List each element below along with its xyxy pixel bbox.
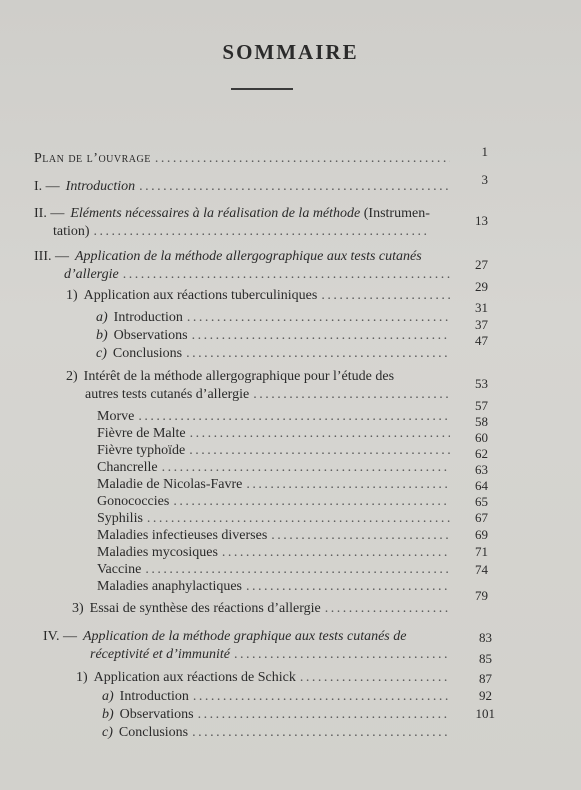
toc-page-number: 37 [475,317,488,332]
toc-label: Application de la méthode allergographique aux tests cutanés [75,249,422,264]
toc-page-number: 58 [475,414,488,429]
toc-entry-iii-1c [96,345,454,362]
toc-label: Vaccine [97,562,142,577]
toc-label: Chancrelle [97,460,158,475]
toc-label: Conclusions [118,725,189,740]
toc-label: Fièvre typhoïde [97,443,186,458]
leader-dots [190,425,450,442]
toc-entry-anaphyl [97,578,454,595]
toc-page-number: 74 [475,562,488,577]
toc-page-number: 65 [475,494,488,509]
toc-number: III. — [34,249,69,264]
toc-number: c) [96,346,107,361]
toc-number: a) [96,310,108,325]
leader-dots [189,442,450,459]
leader-dots [192,724,450,741]
toc-entry-gono [97,493,454,510]
toc-page-number: 13 [475,213,488,228]
leader-dots [123,266,450,283]
toc-label: Eléments nécessaires à la réalisation de la méthode [70,206,361,221]
leader-dots [147,510,450,527]
toc-entry-iv-line2 [90,646,454,663]
toc-page-number: 3 [481,172,488,187]
leader-dots [186,345,450,362]
leader-dots [187,309,450,326]
toc-entry-i [34,178,454,195]
toc-label: Introduction [119,689,189,704]
toc-number: b) [102,707,114,722]
leader-dots [193,688,450,705]
leader-dots [300,669,450,686]
toc-label: Maladies mycosiques [97,545,218,560]
toc-entry-syphilis [97,510,454,527]
toc-label: Application aux réactions de Schick [93,670,296,685]
leader-dots [253,386,450,403]
toc-label: Fièvre de Malte [97,426,186,441]
toc-entry-infect [97,527,454,544]
toc-entry-iii-3 [72,600,454,617]
leader-dots [138,408,450,425]
toc-label: Application aux réactions tuberculiniques [83,288,318,303]
toc-entry-iv-1c [102,724,454,741]
toc-label: Intérêt de la méthode allergographique pour l’étude des [83,369,395,384]
toc-number: 2) [66,369,78,384]
toc-label: Observations [113,328,188,343]
toc-label: Plan de l’ouvrage [34,151,151,166]
toc-label: Introduction [65,179,136,194]
toc-page-number: 1 [481,144,488,159]
toc-page-number: 57 [475,398,488,413]
toc-entry-iv-line1 [43,628,406,645]
toc-number: 1) [66,288,78,303]
page-title: SOMMAIRE [222,40,359,64]
toc-number: 3) [72,601,84,616]
toc-label: d’allergie [64,267,119,282]
toc-entry-nicolas [97,476,454,493]
toc-entry-iii-line1 [34,248,422,265]
toc-page-number: 79 [475,588,488,603]
leader-dots [325,600,450,617]
toc-page-number: 29 [475,279,488,294]
toc-label: autres tests cutanés d’allergie [85,387,250,402]
toc-entry-vaccine [97,561,454,578]
toc-page-number: 47 [475,333,488,348]
leader-dots [234,646,450,663]
toc-page-number: 53 [475,376,488,391]
toc-label: Introduction [113,310,183,325]
leader-dots [155,150,450,167]
toc-page-number: 62 [475,446,488,461]
toc-label: Essai de synthèse des réactions d’allergie [89,601,321,616]
toc-label: Maladie de Nicolas-Favre [97,477,243,492]
toc-page-number: 92 [479,688,492,703]
leader-dots [222,544,450,561]
toc-entry-iii-line2 [64,266,454,283]
toc-entry-plan [34,150,454,167]
toc-label: tation) [53,224,90,239]
leader-dots [246,476,450,493]
toc-number: I. — [34,179,60,194]
toc-number: II. — [34,206,65,221]
toc-number: IV. — [43,629,77,644]
toc-page-number: 83 [479,630,492,645]
leader-dots [145,561,450,578]
toc-label: Application de la méthode graphique aux tests cutanés de [82,629,407,644]
leader-dots [173,493,450,510]
toc-number: a) [102,689,114,704]
leader-dots [192,327,450,344]
toc-entry-typhoide [97,442,454,459]
toc-label: Observations [119,707,194,722]
toc-entry-iii-1 [66,287,454,304]
toc-entry-iv-1a [102,688,454,705]
toc-number: b) [96,328,108,343]
leader-dots [198,706,450,723]
title-rule [231,88,293,90]
leader-dots [321,287,450,304]
toc-entry-mycos [97,544,454,561]
toc-number: c) [102,725,113,740]
toc-label: Morve [97,409,135,424]
toc-entry-ii-line1 [34,205,430,222]
toc-entry-iv-1b [102,706,454,723]
toc-label: Conclusions [112,346,183,361]
toc-entry-chancrelle [97,459,454,476]
toc-page-number: 87 [479,671,492,686]
toc-label: Syphilis [97,511,143,526]
toc-entry-iv-1 [76,669,454,686]
leader-dots [246,578,450,595]
leader-dots [271,527,450,544]
toc-page-number: 27 [475,257,488,272]
leader-dots [94,223,429,240]
leader-dots [139,178,450,195]
leader-dots [162,459,450,476]
toc-label: Maladies infectieuses diverses [97,528,268,543]
toc-label: Gonococcies [97,494,170,509]
toc-label: Maladies anaphylactiques [97,579,243,594]
toc-entry-iii-1b [96,327,454,344]
toc-page-number: 85 [479,651,492,666]
toc-page-number: 64 [475,478,488,493]
toc-entry-ii-line2 [53,223,433,240]
toc-page-number: 67 [475,510,488,525]
toc-number: 1) [76,670,88,685]
toc-entry-morve [97,408,454,425]
toc-page-number: 31 [475,300,488,315]
toc-entry-malte [97,425,454,442]
toc-label-cont: (Instrumen- [363,206,430,221]
toc-page-number: 69 [475,527,488,542]
toc-page-number: 101 [475,706,495,721]
toc-entry-iii-2-line1 [66,368,394,385]
toc-page-number: 71 [475,544,488,559]
toc-page-number: 63 [475,462,488,477]
toc-label: réceptivité et d’immunité [90,647,230,662]
toc-page-number: 60 [475,430,488,445]
toc-entry-iii-1a [96,309,454,326]
toc-entry-iii-2-line2 [85,386,454,403]
